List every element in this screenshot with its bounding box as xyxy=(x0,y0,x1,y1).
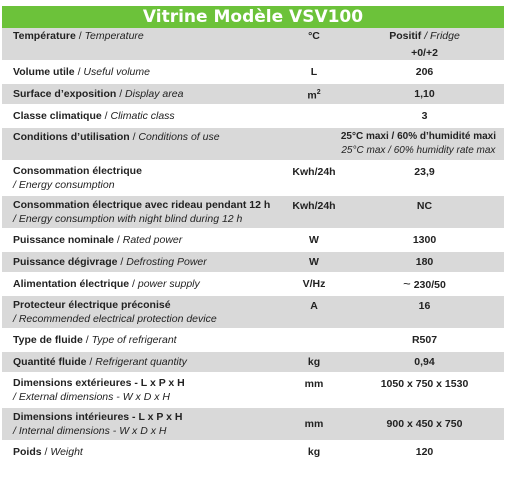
spec-value: 16 xyxy=(418,300,431,312)
spec-label: Type de fluide / Type of refrigerant xyxy=(13,334,177,346)
spec-unit: kg xyxy=(307,446,321,458)
label-fr: Température xyxy=(13,30,76,42)
spec-row-energy-blind xyxy=(2,196,504,230)
spec-value: 206 xyxy=(415,66,434,78)
spec-value: NC xyxy=(416,200,433,212)
spec-unit: mm xyxy=(304,418,324,430)
spec-unit: A xyxy=(310,300,318,312)
spec-row-protection xyxy=(2,296,504,330)
value-top-en: / Fridge xyxy=(421,29,460,42)
spec-label: Dimensions intérieures - L x P x H / Internal dimensions - W x D x H xyxy=(13,411,183,437)
spec-label: Puissance dégivrage / Defrosting Power xyxy=(13,256,207,268)
spec-row-rated-power xyxy=(2,230,504,252)
spec-unit: W xyxy=(309,256,319,268)
spec-value: 180 xyxy=(415,256,434,268)
spec-unit: W xyxy=(309,234,319,246)
value-fr: 25°C maxi / 60% d’humidité maxi xyxy=(340,131,496,142)
spec-unit xyxy=(275,330,353,350)
spec-label: Puissance nominale / Rated power xyxy=(13,234,183,246)
spec-label: Dimensions extérieures - L x P x H / External dimensions - W x D x H xyxy=(13,377,185,403)
spec-row-energy xyxy=(2,162,504,196)
spec-label: Volume utile / Useful volume xyxy=(13,66,150,78)
spec-value: R507 xyxy=(411,334,438,346)
spec-unit xyxy=(266,128,341,160)
spec-value: 120 xyxy=(415,446,434,458)
spec-row-defrost-power xyxy=(2,252,504,274)
spec-value: ~ 230/50 xyxy=(403,275,446,291)
spec-row-refrigerant-type xyxy=(2,330,504,352)
spec-unit: L xyxy=(310,66,318,78)
spec-row-refrigerant-quantity xyxy=(2,352,504,374)
spec-label: Quantité fluide / Refrigerant quantity xyxy=(13,356,187,368)
spec-unit: $m^2$ xyxy=(307,88,321,102)
spec-value: 0,94 xyxy=(414,356,435,368)
spec-row-display-area xyxy=(2,84,504,106)
spec-value xyxy=(341,128,504,160)
spec-row-internal-dimensions xyxy=(2,408,504,442)
label-sep: / xyxy=(75,30,85,42)
spec-row-temperature xyxy=(2,28,504,62)
spec-label: Surface d’exposition / Display area xyxy=(13,88,184,100)
value-en: 25°C max / 60% humidity rate max xyxy=(341,145,496,156)
spec-value: 1300 xyxy=(412,234,437,246)
spec-row-external-dimensions xyxy=(2,374,504,408)
spec-value: 23,9 xyxy=(414,166,435,178)
spec-unit: kg xyxy=(307,356,321,368)
spec-label xyxy=(2,28,275,60)
spec-unit: °C xyxy=(308,30,320,42)
spec-label: Protecteur électrique préconisé / Recommended electrical protection device xyxy=(13,299,217,325)
spec-row-weight xyxy=(2,442,504,464)
spec-row-conditions xyxy=(2,128,504,162)
spec-unit: mm xyxy=(304,378,324,390)
spec-unit: V/Hz xyxy=(302,278,326,290)
spec-label: Consommation électrique / Energy consumption xyxy=(13,165,142,191)
spec-label: Poids / Weight xyxy=(13,446,83,458)
value-top: Positif xyxy=(389,29,422,42)
spec-label: Alimentation électrique / power supply xyxy=(13,278,200,290)
label-en: Temperature xyxy=(84,30,144,42)
spec-unit: Kwh/24h xyxy=(292,200,336,212)
spec-row-climatic-class xyxy=(2,106,504,128)
spec-title: Vitrine Modèle VSV100 xyxy=(2,6,504,28)
spec-row-volume xyxy=(2,62,504,84)
tilde-icon: ~ xyxy=(403,275,411,291)
spec-value: 1,10 xyxy=(414,88,435,100)
spec-unit xyxy=(275,106,353,126)
spec-value: 900 x 450 x 750 xyxy=(386,418,463,430)
spec-value: 3 xyxy=(421,110,428,122)
spec-row-power-supply xyxy=(2,274,504,296)
value-bottom: +0/+2 xyxy=(411,46,438,59)
spec-value: 1050 x 750 x 1530 xyxy=(380,378,469,390)
spec-value xyxy=(353,28,504,60)
spec-label: Conditions d’utilisation / Conditions of use xyxy=(13,131,220,143)
spec-sheet xyxy=(2,6,504,464)
spec-unit: Kwh/24h xyxy=(292,166,336,178)
spec-label: Classe climatique / Climatic class xyxy=(13,110,175,122)
spec-label: Consommation électrique avec rideau pendant 12 h / Energy consumption with night blind during 12 h xyxy=(13,199,271,225)
